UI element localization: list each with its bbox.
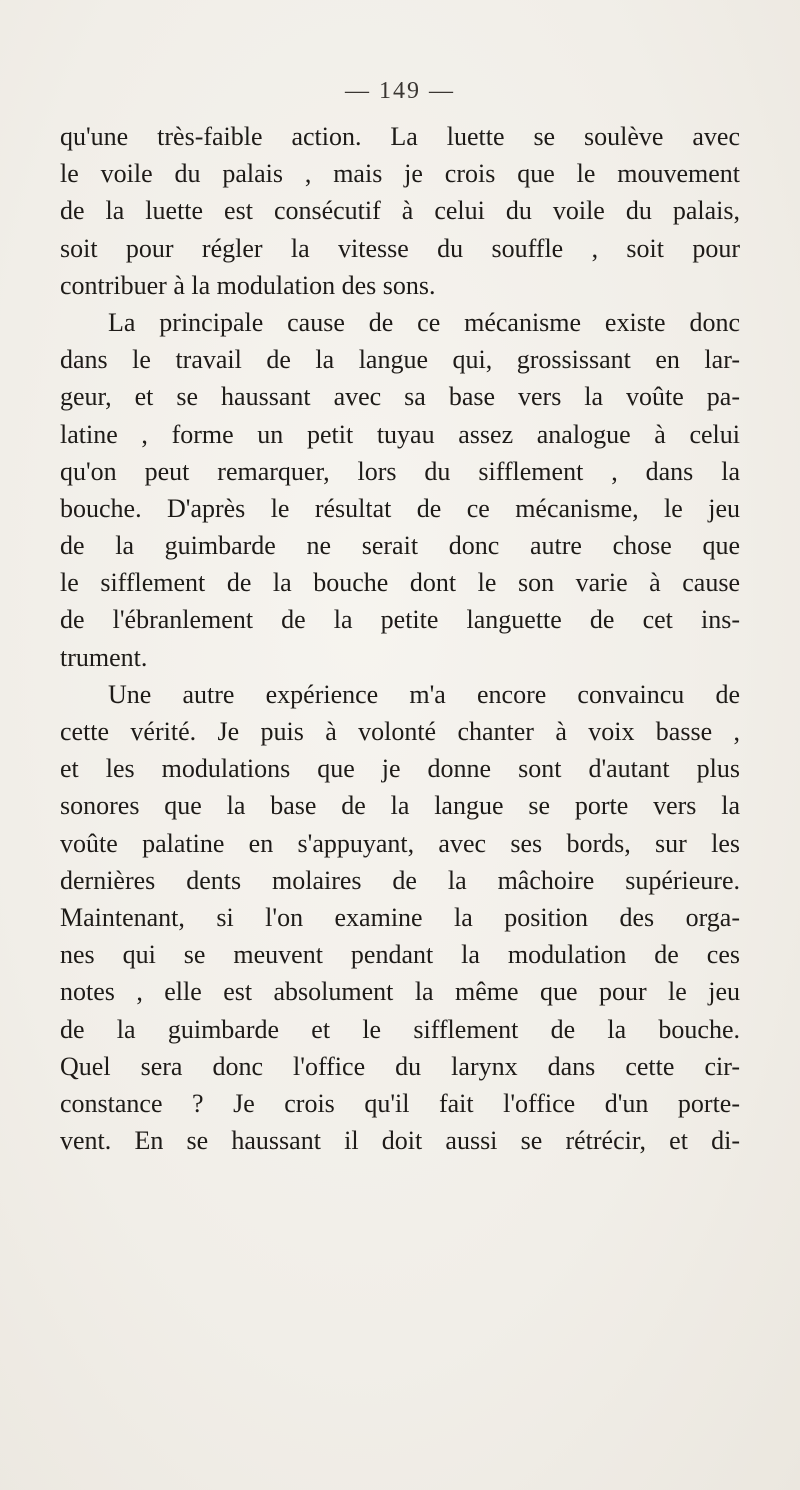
text-line: voûte palatine en s'appuyant, avec ses bords, sur les	[60, 828, 740, 858]
text-line: geur, et se haussant avec sa base vers la voûte pa-	[60, 382, 740, 412]
body-text	[60, 118, 740, 1159]
text-line: qu'on peut remarquer, lors du sifflement , dans la	[60, 456, 740, 486]
text-line: latine , forme un petit tuyau assez analogue à celui	[60, 419, 740, 449]
text-line: Quel sera donc l'office du larynx dans cette cir-	[60, 1051, 740, 1081]
text-line: trument.	[60, 642, 148, 672]
text-line: nes qui se meuvent pendant la modulation de ces	[60, 940, 740, 970]
text-line: de la guimbarde ne serait donc autre chose que	[60, 531, 740, 561]
text-line: bouche. D'après le résultat de ce mécanisme, le jeu	[60, 493, 740, 523]
text-line: constance ? Je crois qu'il fait l'office d'un porte-	[60, 1088, 740, 1118]
text-line: dernières dents molaires de la mâchoire supérieure.	[60, 865, 740, 895]
text-line: contribuer à la modulation des sons.	[60, 270, 436, 300]
text-line: cette vérité. Je puis à volonté chanter à voix basse ,	[60, 717, 740, 746]
text-line: qu'une très-faible action. La luette se soulève avec	[60, 122, 740, 151]
text-line: vent. En se haussant il doit aussi se rétrécir, et di-	[60, 1126, 740, 1156]
text-line: et les modulations que je donne sont d'autant plus	[60, 754, 740, 784]
text-line: sonores que la base de la langue se porte vers la	[60, 791, 740, 821]
page-number: — 149 —	[345, 78, 455, 104]
text-line: de la guimbarde et le sifflement de la bouche.	[60, 1014, 740, 1044]
text-line: le sifflement de la bouche dont le son varie à cause	[60, 568, 740, 598]
text-line: La principale cause de ce mécanisme existe donc	[108, 307, 740, 337]
text-line: Une autre expérience m'a encore convaincu de	[108, 679, 740, 709]
text-line: notes , elle est absolument la même que pour le jeu	[60, 977, 740, 1007]
text-line: soit pour régler la vitesse du souffle , soit pour	[60, 233, 740, 263]
text-line: le voile du palais , mais je crois que le mouvement	[60, 159, 740, 189]
text-line: de l'ébranlement de la petite languette de cet ins-	[60, 605, 740, 635]
text-line: Maintenant, si l'on examine la position des orga-	[60, 902, 740, 932]
text-line: dans le travail de la langue qui, grossissant en lar-	[60, 345, 740, 375]
text-line: de la luette est consécutif à celui du voile du palais,	[60, 196, 740, 226]
